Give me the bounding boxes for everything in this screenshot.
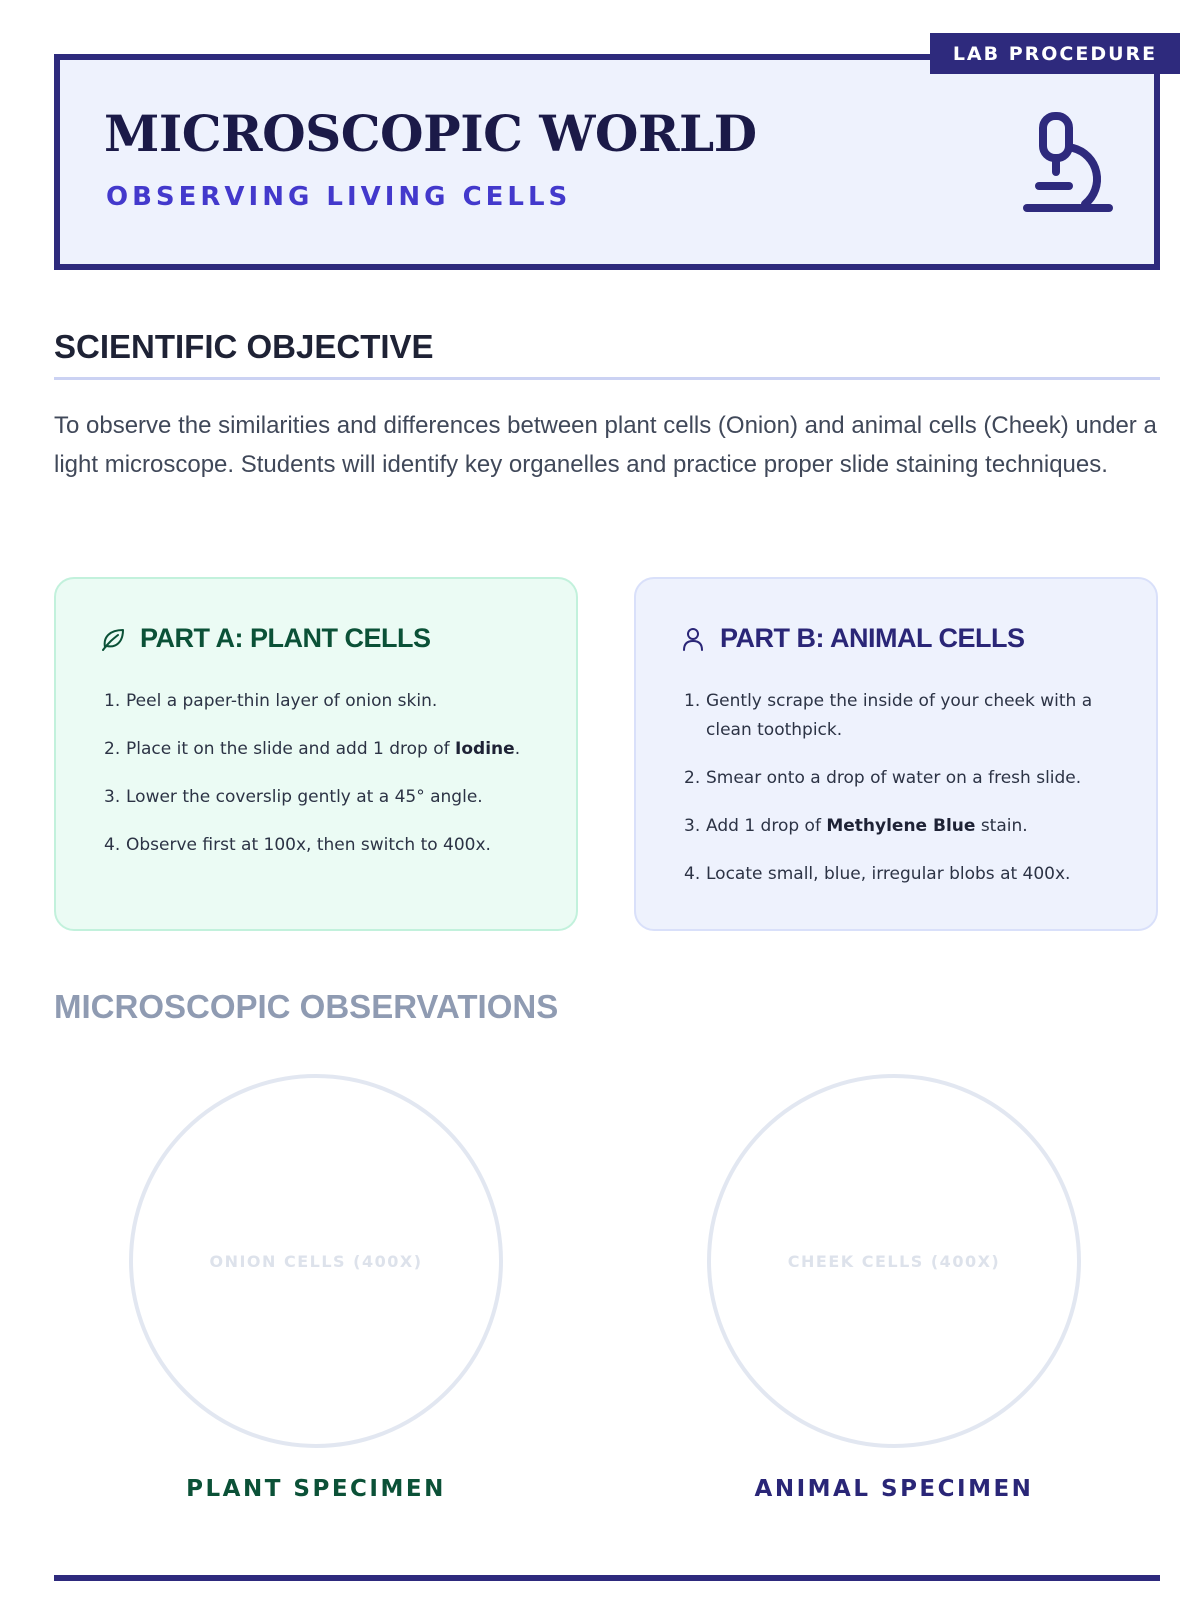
list-item: 1. Peel a paper-thin layer of onion skin. — [104, 691, 438, 711]
list-item: 4. Observe first at 100x, then switch to 400x. — [104, 835, 491, 855]
animal-steps-list — [684, 687, 1124, 908]
observations-heading: MICROSCOPIC OBSERVATIONS — [54, 988, 559, 1025]
page-title: MICROSCOPIC WORLD — [104, 104, 757, 163]
plant-card-title: PART A: PLANT CELLS — [140, 623, 431, 653]
list-item: 2. Place it on the slide and add 1 drop of Iodine. — [104, 739, 521, 759]
objective-divider — [54, 377, 1160, 380]
microscope-icon — [1015, 112, 1115, 216]
objective-text: To observe the similarities and differences between plant cells (Onion) and animal cells (Cheek) under a light microscope. Students will identify key organelles and practice proper slide staining techniques. — [54, 412, 1157, 478]
list-item: 2. Smear onto a drop of water on a fresh slide. — [684, 768, 1082, 788]
list-item: 3. Lower the coverslip gently at a 45° angle. — [104, 787, 483, 807]
person-icon — [680, 626, 706, 652]
header-panel — [54, 54, 1160, 270]
animal-circle-label: CHEEK CELLS (400X) — [787, 1251, 1001, 1271]
plant-specimen-label: PLANT SPECIMEN — [186, 1476, 446, 1502]
footer-divider — [54, 1575, 1160, 1581]
animal-specimen-label: ANIMAL SPECIMEN — [754, 1476, 1034, 1502]
page-subtitle: OBSERVING LIVING CELLS — [106, 182, 572, 212]
animal-card-header — [680, 623, 1024, 654]
plant-card-header — [100, 623, 430, 654]
list-item: 3. Add 1 drop of Methylene Blue stain. — [684, 816, 1028, 836]
plant-cells-card — [54, 577, 578, 931]
plant-circle-label: ONION CELLS (400X) — [209, 1251, 423, 1271]
plant-steps-list — [104, 687, 544, 879]
objective-heading: SCIENTIFIC OBJECTIVE — [54, 328, 434, 365]
leaf-icon — [100, 626, 126, 652]
list-item: 4. Locate small, blue, irregular blobs at 400x. — [684, 864, 1071, 884]
list-item: 1. Gently scrape the inside of your cheek with a clean toothpick. — [684, 691, 1093, 740]
animal-observation-circle — [707, 1074, 1081, 1448]
animal-cells-card — [634, 577, 1158, 931]
lab-procedure-badge: LAB PROCEDURE — [930, 33, 1180, 74]
plant-observation-circle — [129, 1074, 503, 1448]
animal-card-title: PART B: ANIMAL CELLS — [720, 623, 1025, 653]
